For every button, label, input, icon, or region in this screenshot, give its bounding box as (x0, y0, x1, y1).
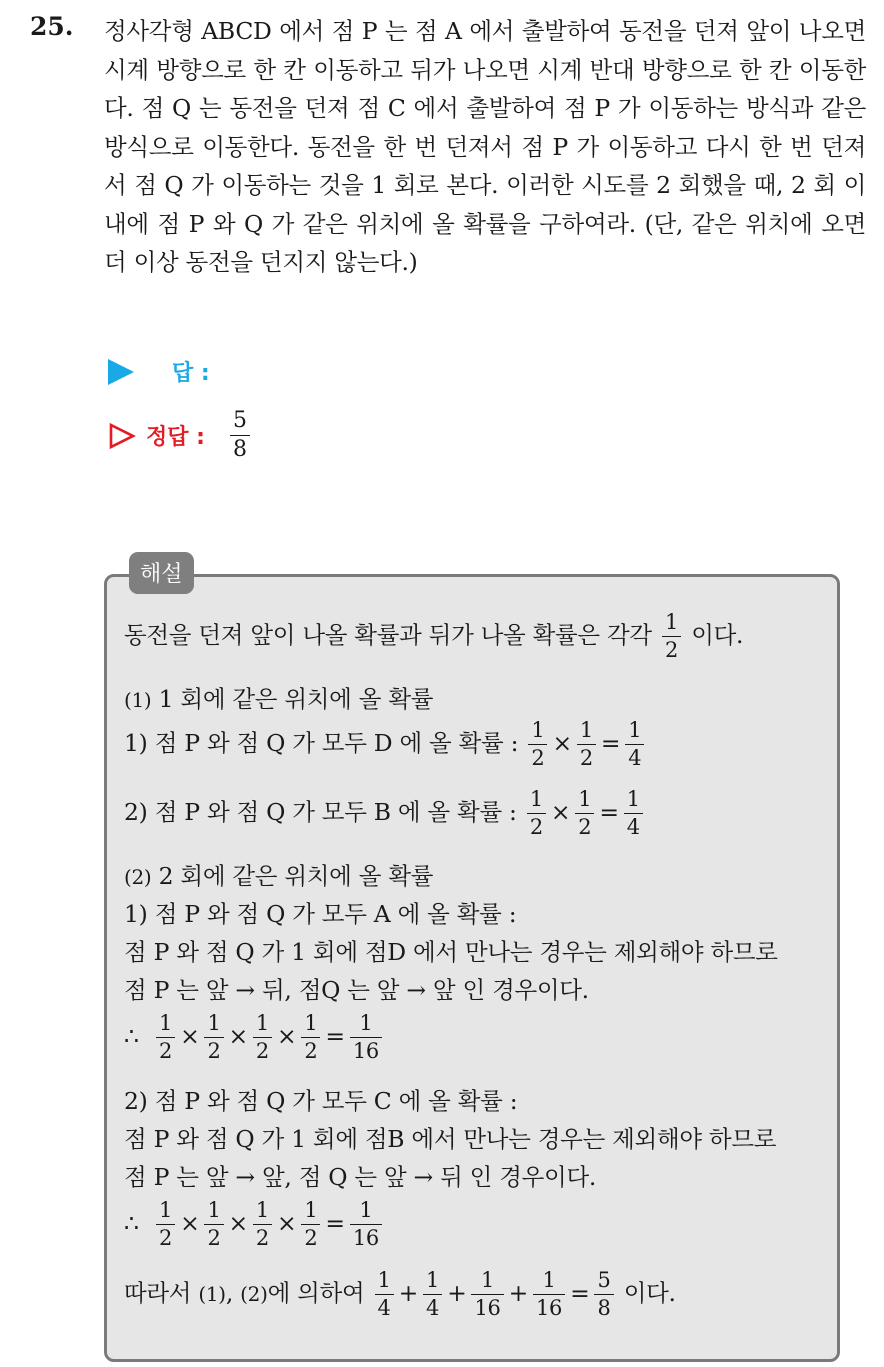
fraction-numerator: 1 (626, 787, 640, 811)
fraction (350, 1013, 382, 1062)
outline-triangle-icon (108, 422, 136, 450)
times-operator: × (276, 1022, 297, 1050)
fraction-denominator: 2 (527, 813, 546, 838)
item-text: 1) 점 P 와 점 Q 가 모두 D 에 올 확률 : (124, 729, 519, 757)
times-operator: × (276, 1209, 297, 1237)
fraction-numerator: 1 (377, 1268, 391, 1292)
case2-title-text: 2 회에 같은 위치에 올 확률 (158, 862, 434, 890)
final-ref-1: (1) (198, 1282, 226, 1306)
case2a-line1: 점 P 와 점 Q 가 1 회에 점D 에서 만나는 경우는 제외해야 하므로 (124, 938, 778, 966)
fraction-numerator: 1 (359, 1011, 373, 1035)
fraction (533, 1270, 565, 1319)
final-mid: 에 의하여 (267, 1279, 365, 1307)
plus-operator: + (447, 1279, 467, 1307)
times-operator: × (180, 1022, 200, 1050)
case2a-calc (124, 1013, 824, 1062)
fraction-numerator: 1 (531, 718, 545, 742)
case2a-title: 1) 점 P 와 점 Q 가 모두 A 에 올 확률 : (124, 900, 517, 928)
fraction (301, 1200, 320, 1249)
fraction-denominator: 16 (350, 1037, 382, 1062)
fraction-numerator: 1 (426, 1268, 440, 1292)
question-number: 25. (30, 12, 74, 41)
fraction-numerator: 1 (207, 1198, 221, 1222)
fraction-numerator: 1 (255, 1198, 269, 1222)
fraction-denominator: 2 (253, 1224, 272, 1249)
fraction-numerator: 1 (578, 787, 592, 811)
fraction-numerator: 5 (232, 408, 247, 433)
equals-operator: = (570, 1279, 590, 1307)
fraction-denominator: 4 (423, 1294, 442, 1319)
fraction-numerator: 1 (542, 1268, 556, 1292)
item-text: 2) 점 P 와 점 Q 가 모두 B 에 올 확률 : (124, 798, 517, 826)
case2-title (124, 857, 824, 891)
fraction-numerator: 1 (480, 1268, 495, 1292)
fraction (253, 1200, 272, 1249)
case1-item-d (124, 720, 824, 769)
fraction-denominator: 2 (662, 636, 681, 661)
final-separator: , (225, 1279, 233, 1307)
case1-title (124, 680, 824, 714)
fraction (625, 720, 644, 769)
intro-end: 이다. (691, 621, 744, 649)
equals-operator: = (325, 1209, 345, 1237)
fraction-denominator: 2 (204, 1037, 223, 1062)
fraction-numerator: 1 (529, 787, 543, 811)
fraction-denominator: 8 (230, 435, 250, 461)
fraction (301, 1013, 320, 1062)
case2b-line2: 점 P 는 앞 → 앞, 점 Q 는 앞 → 뒤 인 경우이다. (124, 1163, 597, 1191)
equals-operator: = (599, 798, 619, 826)
fraction (528, 720, 547, 769)
question-text: 정사각형 ABCD 에서 점 P 는 점 A 에서 출발하여 동전을 던져 앞이 나오면 시계 방향으로 한 칸 이동하고 뒤가 나오면 시계 반대 방향으로 한 칸 이동한다. 점 Q 는 동전을 던져 점 C 에서 출발하여 점 P 가 이동하는 방식과 같은 방식으로 이동한다. 동전을 한 번 던져서 점 P 가 이동하고 다시 한 번 던져서 점 Q 가 이동하는 것을 1 회로 본다. 이러한 시도를 2 회했을 때, 2 회 이내에 점 P 와 Q 가 같은 위치에 올 확률을 구하여라. (단, 같은 위치에 오면 더 이상 동전을 던지지 않는다.) (104, 17, 866, 276)
final-prefix: 따라서 (124, 1279, 192, 1307)
fraction-denominator: 2 (156, 1224, 175, 1249)
fraction (350, 1200, 382, 1249)
fraction-denominator: 16 (471, 1294, 503, 1319)
fraction-numerator: 1 (159, 1011, 173, 1035)
fraction (156, 1013, 175, 1062)
equals-operator: = (325, 1022, 345, 1050)
half-fraction (662, 612, 681, 661)
fraction-denominator: 2 (301, 1224, 320, 1249)
correct-answer-label: 정답 : (146, 425, 205, 450)
answer-blank-row (108, 356, 210, 387)
fraction (204, 1013, 223, 1062)
therefore-symbol: ∴ (124, 1022, 139, 1050)
final-end: 이다. (623, 1279, 676, 1307)
fraction-denominator: 2 (204, 1224, 223, 1249)
plus-operator: + (508, 1279, 528, 1307)
case2b-calc (124, 1200, 824, 1249)
fraction-denominator: 4 (625, 744, 644, 769)
fraction-denominator: 2 (253, 1037, 272, 1062)
fraction (423, 1270, 442, 1319)
fraction-denominator: 8 (594, 1294, 613, 1319)
fraction (577, 720, 596, 769)
fraction-denominator: 2 (156, 1037, 175, 1062)
solution-intro (124, 612, 824, 661)
case2a-line2: 점 P 는 앞 → 뒤, 점Q 는 앞 → 앞 인 경우이다. (124, 976, 589, 1004)
fraction (375, 1270, 394, 1319)
fraction-numerator: 1 (664, 610, 679, 634)
times-operator: × (228, 1022, 248, 1050)
equals-operator: = (600, 729, 621, 757)
correct-answer-fraction (230, 410, 250, 461)
fraction-numerator: 1 (359, 1198, 373, 1222)
intro-text: 동전을 던져 앞이 나올 확률과 뒤가 나올 확률은 각각 (124, 621, 652, 649)
fraction (527, 789, 546, 838)
fraction-numerator: 1 (304, 1198, 318, 1222)
final-ref-2: (2) (240, 1282, 268, 1306)
case1-item-b (124, 789, 824, 838)
plus-operator: + (398, 1279, 418, 1307)
solution-tag: 해설 (129, 552, 194, 594)
case1-number: (1) (124, 688, 152, 712)
fraction (594, 1270, 613, 1319)
correct-answer-row (108, 410, 253, 461)
case2-number: (2) (124, 865, 152, 889)
fraction-numerator: 1 (159, 1198, 173, 1222)
fraction-numerator: 1 (207, 1011, 221, 1035)
fraction-numerator: 1 (255, 1011, 269, 1035)
fraction (204, 1200, 223, 1249)
case2b-title: 2) 점 P 와 점 Q 가 모두 C 에 올 확률 : (124, 1087, 518, 1115)
times-operator: × (180, 1209, 200, 1237)
fraction-numerator: 1 (304, 1011, 318, 1035)
fraction-numerator: 5 (597, 1268, 611, 1292)
case1-title-text: 1 회에 같은 위치에 올 확률 (158, 685, 434, 713)
fraction (575, 789, 594, 838)
times-operator: × (550, 798, 571, 826)
fraction (253, 1013, 272, 1062)
fraction-denominator: 4 (624, 813, 643, 838)
solution-conclusion (124, 1270, 824, 1319)
fraction (156, 1200, 175, 1249)
fraction-denominator: 16 (350, 1224, 382, 1249)
fraction-numerator: 1 (579, 718, 593, 742)
fraction-denominator: 2 (575, 813, 594, 838)
therefore-symbol: ∴ (124, 1209, 139, 1237)
times-operator: × (552, 729, 572, 757)
fraction-denominator: 16 (533, 1294, 565, 1319)
case2b-line1: 점 P 와 점 Q 가 1 회에 점B 에서 만나는 경우는 제외해야 하므로 (124, 1125, 777, 1153)
fraction-denominator: 4 (375, 1294, 394, 1319)
fraction (624, 789, 643, 838)
fraction-numerator: 1 (628, 718, 642, 742)
filled-triangle-icon (108, 359, 134, 385)
times-operator: × (228, 1209, 248, 1237)
fraction-denominator: 2 (528, 744, 547, 769)
fraction-denominator: 2 (577, 744, 596, 769)
fraction-denominator: 2 (301, 1037, 320, 1062)
answer-label: 답 : (172, 361, 210, 386)
fraction (471, 1270, 503, 1319)
